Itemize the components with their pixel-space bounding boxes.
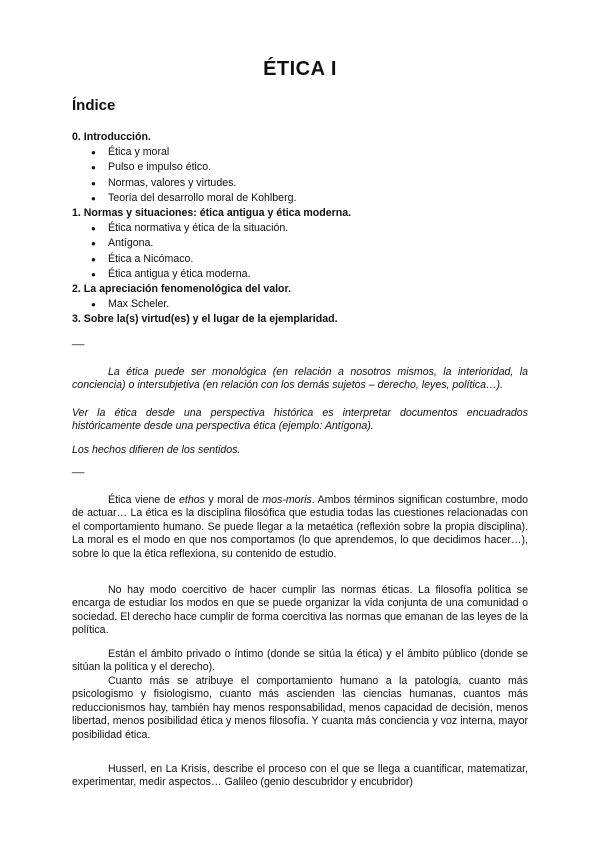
separator: __ xyxy=(72,334,85,346)
body-paragraph: Husserl, en La Krisis, describe el proceso con el que se llega a cuantificar, matematizar, experimentar, medir aspectos… Galileo (genio descubridor y encubridor) xyxy=(72,763,528,789)
toc-item-list xyxy=(72,297,532,312)
toc-item: ● Ética a Nicómaco. xyxy=(108,252,532,267)
toc-section-heading: 3. Sobre la(s) virtud(es) y el lugar de la ejemplaridad. xyxy=(72,313,338,326)
toc-item-list xyxy=(72,145,532,206)
toc-item: ● Normas, valores y virtudes. xyxy=(108,176,532,191)
toc-section-heading: 0. Introducción. xyxy=(72,131,151,143)
table-of-contents xyxy=(72,130,532,328)
body-paragraph: Están el ámbito privado o íntimo (donde se sitúa la ética) y el ámbito público (donde se sitúan la política y el derecho). xyxy=(72,648,528,674)
toc-item: ● Pulso e impulso ético. xyxy=(108,160,532,175)
document-title: ÉTICA I xyxy=(263,58,337,80)
toc-item: ● Antígona. xyxy=(108,236,532,251)
body-paragraph xyxy=(72,494,528,561)
index-heading: Índice xyxy=(72,97,116,114)
text-run: Ética viene de xyxy=(108,494,180,506)
toc-item: ● Teoría del desarrollo moral de Kohlberg. xyxy=(108,191,532,206)
term-ethos: ethos xyxy=(179,494,205,506)
body-paragraph: No hay modo coercitivo de hacer cumplir las normas éticas. La filosofía política se encarga de estudiar los modos en que se puede organizar la vida conjunta de una comunidad o sociedad. El derecho hace cumplir de forma coercitiva las normas que emanan de las leyes de la política. xyxy=(72,584,528,637)
term-mos-moris: mos-moris xyxy=(262,494,312,506)
toc-item-list xyxy=(72,221,532,282)
separator: __ xyxy=(72,462,85,474)
italic-note: La ética puede ser monológica (en relación a nosotros mismos, la interioridad, la conciencia) o intersubjetiva (en relación con los demás sujetos – derecho, leyes, política…). xyxy=(72,366,528,392)
toc-item: ● Ética normativa y ética de la situación. xyxy=(108,221,532,236)
italic-note: Ver la ética desde una perspectiva histórica es interpretar documentos encuadrados históricamente desde una perspectiva ética (ejemplo: Antígona). xyxy=(72,407,528,433)
text-run: y moral de xyxy=(204,494,263,506)
toc-section-heading: 2. La apreciación fenomenológica del valor. xyxy=(72,283,292,296)
toc-item: ● Ética y moral xyxy=(108,145,532,160)
text-run: . Ambos términos significan costumbre, modo de actuar… La ética es la disciplina filosófica que estudia todas las cuestiones relacionadas con el comportamiento humano. Se puede llegar a la metaética (reflexión sobre la propia disciplina). La moral es el modo en que nos comportamos (lo que aprendemos, lo que decidimos hacer…), sobre lo que la ética reflexiona, su contenido de estudio. xyxy=(72,494,529,560)
toc-item: ● Ética antigua y ética moderna. xyxy=(108,267,532,282)
body-paragraph: Cuanto más se atribuye el comportamiento humano a la patología, cuanto más psicologismo y fisiologismo, cuanto más ascienden las ciencias humanas, cuantos más reduccionismos hay, también hay menos responsabilidad, menos capacidad de decisión, menos libertad, menos posibilidad ética y menos filosofía. Y cuanta más conciencia y voz interna, mayor posibilidad ética. xyxy=(72,675,528,741)
toc-item: ● Max Scheler. xyxy=(108,297,532,312)
italic-note: Los hechos difieren de los sentidos. xyxy=(72,444,241,456)
toc-section-heading: 1. Normas y situaciones: ética antigua y ética moderna. xyxy=(72,207,352,220)
